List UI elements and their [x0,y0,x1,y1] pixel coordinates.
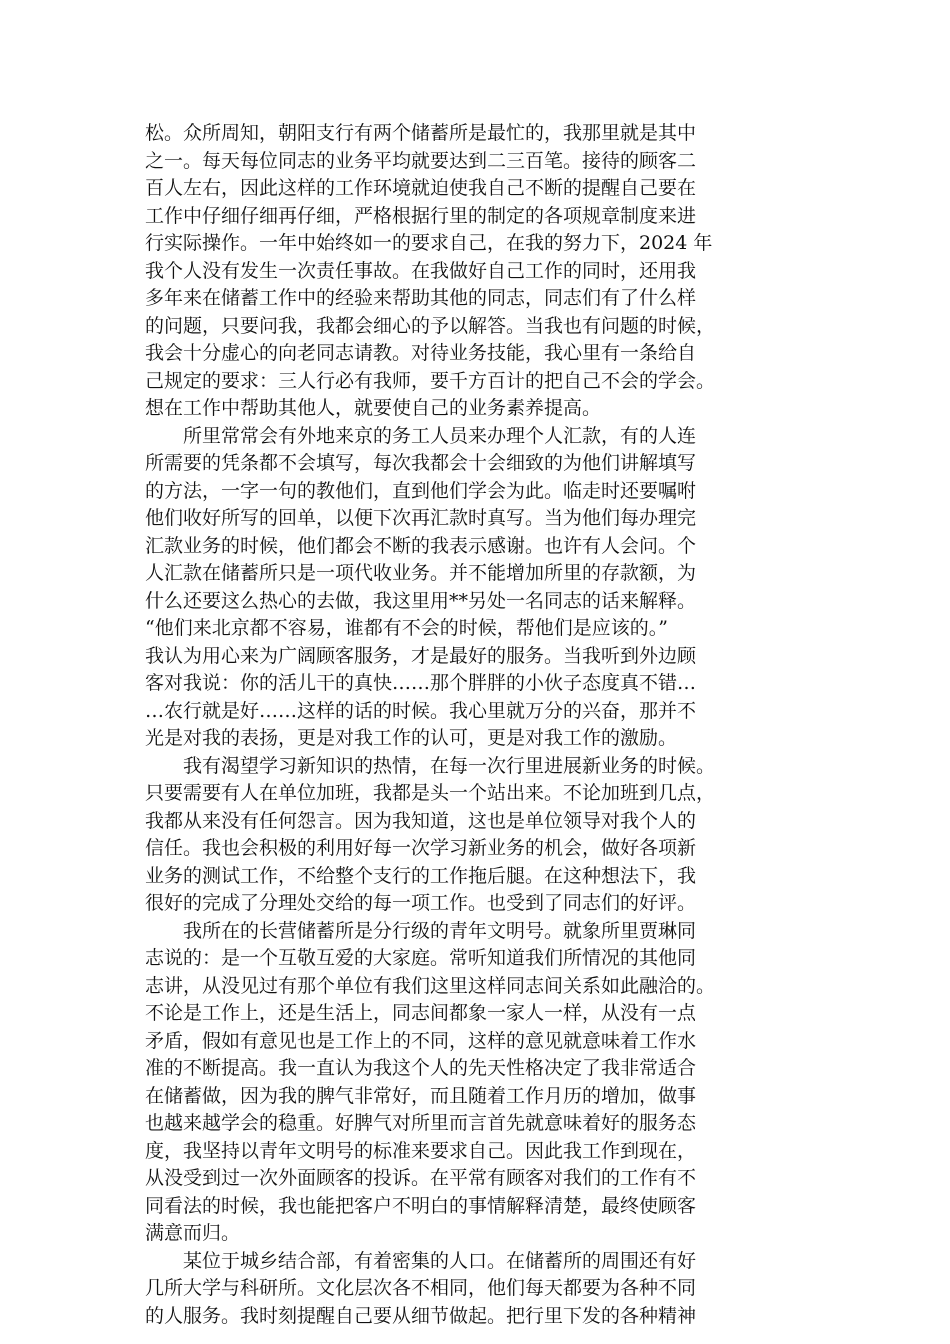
text-line: 客对我说：你的活儿干的真快……那个胖胖的小伙子态度真不错… [145,672,697,694]
text-line: 所里常常会有外地来京的务工人员来办理个人汇款，有的人连 [145,424,697,447]
text-line: 的方法，一字一句的教他们，直到他们学会为此。临走时还要嘱咐 [145,479,697,502]
text-line: 从没受到过一次外面顾客的投诉。在平常有顾客对我们的工作有不 [145,1167,697,1189]
text-line: 想在工作中帮助其他人，就要使自己的业务素养提高。 [145,397,602,419]
text-line: 己规定的要求：三人行必有我师，要千方百计的把自己不会的学会。 [145,369,716,392]
text-line: 松。众所周知，朝阳支行有两个储蓄所是最忙的，我那里就是其中 [145,122,697,144]
text-line: 在储蓄做，因为我的脾气非常好，而且随着工作月历的增加，做事 [145,1084,697,1107]
text-line: 不论是工作上，还是生活上，同志间都象一家人一样，从没有一点 [145,1002,697,1024]
text-line: 行实际操作。一年中始终如一的要求自己，在我的努力下，2024 年 [145,232,713,254]
text-line: 某位于城乡结合部，有着密集的人口。在储蓄所的周围还有好 [145,1249,697,1272]
text-line: 多年来在储蓄工作中的经验来帮助其他的同志，同志们有了什么样 [145,287,697,309]
text-line: 汇款业务的时候，他们都会不断的我表示感谢。也许有人会问。个 [145,534,697,557]
text-line: 志说的：是一个互敬互爱的大家庭。常听知道我们所情况的其他同 [145,947,697,969]
text-line: 他们收好所写的回单，以便下次再汇款时真写。当为他们每办理完 [145,507,697,529]
text-line: 很好的完成了分理处交给的每一项工作。也受到了同志们的好评。 [145,892,697,914]
text-line: 什么还要这么热心的去做，我这里用**另处一名同志的话来解释。 [145,589,697,612]
text-line: 信任。我也会积极的利用好每一次学习新业务的机会，做好各项新 [145,837,697,859]
text-line: 之一。每天每位同志的业务平均就要达到二三百笔。接待的顾客二 [145,149,697,172]
text-line: “他们来北京都不容易，谁都有不会的时候，帮他们是应该的。” [145,617,668,639]
text-line: 的问题，只要问我，我都会细心的予以解答。当我也有问题的时候， [145,314,716,337]
text-line: 我认为用心来为广阔顾客服务，才是最好的服务。当我听到外边顾 [145,644,697,667]
text-line: 矛盾，假如有意见也是工作上的不同，这样的意见就意味着工作水 [145,1029,697,1052]
text-line: 我都从来没有任何怨言。因为我知道，这也是单位领导对我个人的 [145,809,697,832]
text-line: 同看法的时候，我也能把客户不明白的事情解释清楚，最终使顾客 [145,1194,697,1217]
body-text [145,120,835,1330]
text-line: 业务的测试工作，不给整个支行的工作拖后腿。在这种想法下，我 [145,864,697,887]
text-line: 志讲，从没见过有那个单位有我们这里这样同志间关系如此融洽的。 [145,974,716,997]
text-line: 人汇款在储蓄所只是一项代收业务。并不能增加所里的存款额，为 [145,562,697,584]
text-line: …农行就是好……这样的话的时候。我心里就万分的兴奋，那并不 [145,699,697,722]
text-line: 度，我坚持以青年文明号的标准来要求自己。因此我工作到现在， [145,1139,697,1162]
text-line: 只要需要有人在单位加班，我都是头一个站出来。不论加班到几点， [145,782,716,804]
text-line: 我所在的长营储蓄所是分行级的青年文明号。就象所里贾琳同 [145,919,697,942]
text-line: 我会十分虚心的向老同志请教。对待业务技能，我心里有一条给自 [145,342,697,364]
text-line: 我个人没有发生一次责任事故。在我做好自己工作的同时，还用我 [145,259,697,282]
text-line: 百人左右，因此这样的工作环境就迫使我自己不断的提醒自己要在 [145,177,697,199]
text-line: 也越来越学会的稳重。好脾气对所里而言首先就意味着好的服务态 [145,1112,697,1134]
text-line: 光是对我的表扬，更是对我工作的认可，更是对我工作的激励。 [145,727,678,749]
text-line: 所需要的凭条都不会填写，每次我都会十会细致的为他们讲解填写 [145,452,697,474]
text-line: 满意而归。 [145,1222,241,1244]
text-line: 准的不断提高。我一直认为我这个人的先天性格决定了我非常适合 [145,1057,697,1079]
text-line: 我有渴望学习新知识的热情，在每一次行里进展新业务的时候。 [145,754,716,777]
text-line: 几所大学与科研所。文化层次各不相同，他们每天都要为各种不同 [145,1277,697,1299]
text-line: 工作中仔细仔细再仔细，严格根据行里的制定的各项规章制度来进 [145,204,697,227]
text-line: 的人服务。我时刻提醒自己要从细节做起。把行里下发的各种精神 [145,1304,697,1327]
